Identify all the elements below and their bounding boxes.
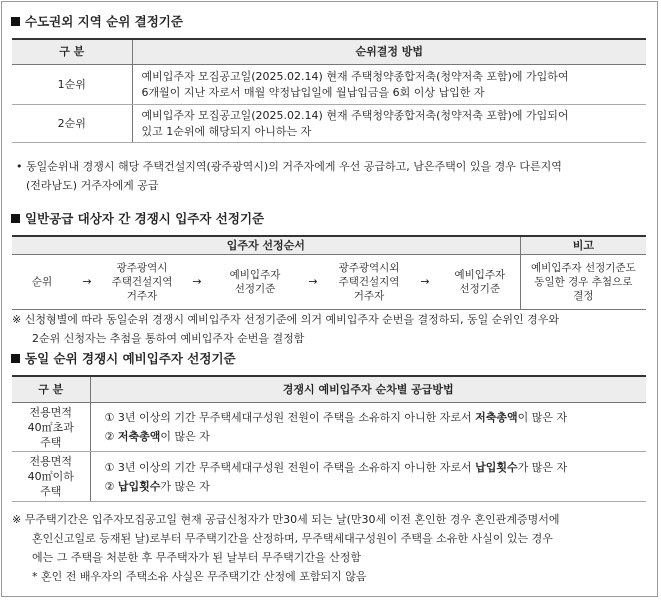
step-nonlocal-resident: 광주광역시외 주택건설지역 거주자 <box>338 262 400 302</box>
tiebreak-criteria-table <box>12 375 646 502</box>
row-content <box>132 105 646 143</box>
arrow-right-icon: → <box>82 275 92 288</box>
table-row <box>12 452 646 502</box>
row-label: 전용면적 40㎡초과 주택 <box>12 403 90 452</box>
header-selection-order: 입주자 선정순서 <box>12 236 520 255</box>
note-line: 동일순위내 경쟁시 해당 주택건설지역(광주광역시)의 거주자에게 우선 공급하고, 남은주택이 있을 경우 다른지역 <box>26 160 562 173</box>
section1-title: 수도권외 지역 순위 결정기준 <box>11 12 183 30</box>
table-header-row <box>12 236 646 255</box>
table-header-row <box>12 39 646 65</box>
table-row <box>12 105 646 143</box>
step-waitlist-criteria: 예비입주자 선정기준 <box>229 269 281 295</box>
sub-note: * 혼인 전 배우자의 주택소유 사실은 무주택기간 산정에 포함되지 않음 <box>32 570 367 583</box>
note-line: 혼인신고일로 등재된 날)로부터 무주택기간을 산정하며, 무주택세대구성원이 주택을 소유한 사실이 있는 경우 <box>32 532 553 545</box>
row-line: 있고 1순위에 해당되지 아니하는 자 <box>141 124 312 138</box>
row-label: 1순위 <box>12 65 132 105</box>
note-line: 신청형별에 따라 동일순위 경쟁시 예비입주자 선정기준에 의거 예비입주자 순번을 결정하되, 동일 순위인 경우와 <box>24 313 559 326</box>
step-local-resident: 광주광역시 주택건설지역 거주자 <box>111 262 173 302</box>
header-method: 경쟁시 예비입주자 순차별 공급방법 <box>90 376 646 403</box>
table-row <box>12 403 646 452</box>
note-line: 2순위 신청자는 추첨을 통하여 예비입주자 순번을 결정함 <box>32 332 305 345</box>
section3-title: 동일 순위 경쟁시 예비입주자 선정기준 <box>11 349 236 367</box>
row-line: 예비입주자 모집공고일(2025.02.14) 현재 주택청약종합저축(청약저축 포함)에 가입되어 <box>141 108 569 122</box>
criteria-item: ① 3년 이상의 기간 무주택세대구성원 전원이 주택을 소유하지 아니한 자로서 납입횟수가 많은 자 <box>104 460 568 474</box>
header-method: 순위결정 방법 <box>132 39 646 65</box>
row-line: 예비입주자 모집공고일(2025.02.14) 현재 주택청약종합저축(청약저축 포함)에 가입하여 <box>141 69 569 83</box>
arrow-right-icon: → <box>192 275 202 288</box>
row-label: 2순위 <box>12 105 132 143</box>
row-content <box>90 452 646 502</box>
rank-criteria-table <box>12 38 646 143</box>
section1-note <box>16 157 562 195</box>
header-remark: 비고 <box>520 236 646 255</box>
section2-title: 일반공급 대상자 간 경쟁시 입주자 선정기준 <box>11 209 264 227</box>
row-content <box>90 403 646 452</box>
note-line: 에는 그 주택을 처분한 후 무주택자가 된 날부터 무주택기간을 산정함 <box>32 551 361 564</box>
criteria-item: ② 납입횟수가 많은 자 <box>104 479 210 493</box>
bullet-icon: • <box>16 160 23 173</box>
table-row <box>12 65 646 105</box>
table-header-row <box>12 376 646 403</box>
selection-order-table <box>12 235 646 310</box>
criteria-item: ① 3년 이상의 기간 무주택세대구성원 전원이 주택을 소유하지 아니한 자로서 저축총액이 많은 자 <box>104 411 568 424</box>
arrow-right-icon: → <box>420 275 430 288</box>
square-bullet-icon <box>11 214 20 223</box>
criteria-item: ② 저축총액이 많은 자 <box>104 430 210 443</box>
arrow-right-icon: → <box>308 275 318 288</box>
note-line: (전라남도) 거주자에게 공급 <box>26 179 159 192</box>
header-category: 구 분 <box>12 39 132 65</box>
square-bullet-icon <box>11 354 20 363</box>
square-bullet-icon <box>11 17 20 26</box>
reference-mark-icon: ※ <box>12 513 22 526</box>
section3-note <box>12 510 560 586</box>
row-label: 전용면적 40㎡이하 주택 <box>12 452 90 502</box>
row-content <box>132 65 646 105</box>
remark-cell: 예비입주자 선정기준도 동일한 경우 추첨으로 결정 <box>520 255 646 310</box>
note-line: 무주택기간은 입주자모집공고일 현재 공급신청자가 만30세 되는 날(만30세 이전 혼인한 경우 혼인관계증명서에 <box>24 513 560 526</box>
header-category: 구 분 <box>12 376 90 403</box>
table-row <box>12 255 646 310</box>
step-waitlist-criteria: 예비입주자 선정기준 <box>454 269 506 295</box>
row-line: 6개월이 지난 자로서 매월 약정납입일에 월납입금을 6회 이상 납입한 자 <box>141 85 485 99</box>
step-rank: 순위 <box>31 276 53 288</box>
reference-mark-icon: ※ <box>12 313 22 326</box>
section2-note <box>12 310 559 348</box>
